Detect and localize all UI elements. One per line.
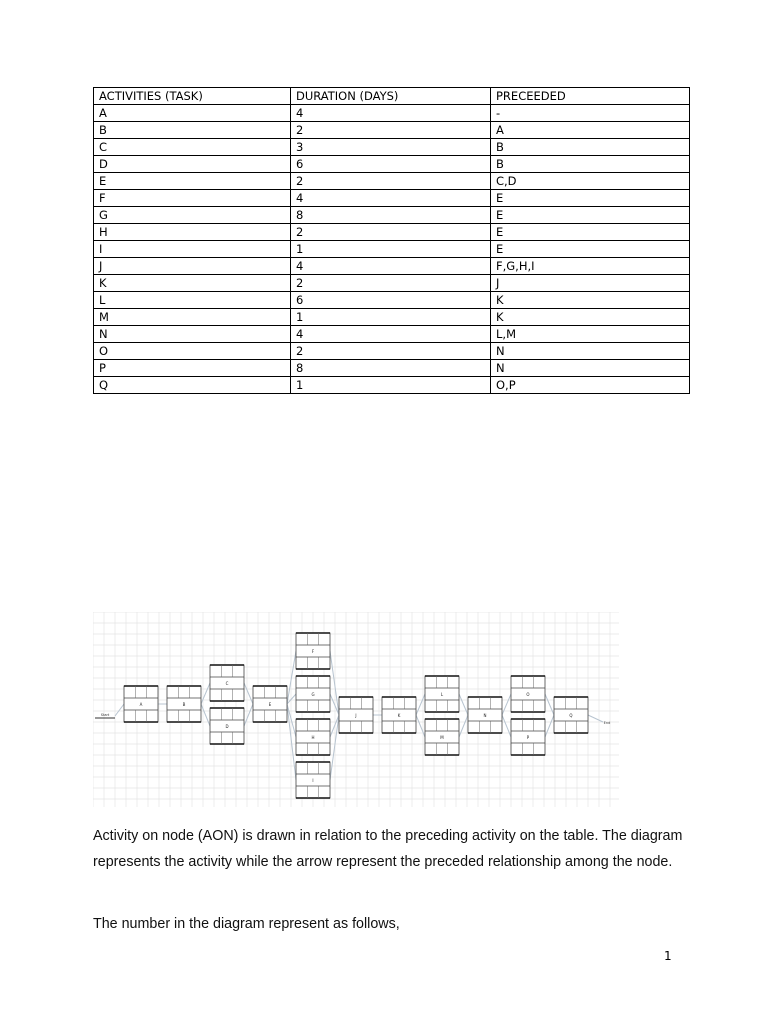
table-row — [94, 326, 690, 343]
node-label: C — [225, 681, 229, 686]
duration-cell: 4 — [291, 326, 491, 343]
table-row — [94, 275, 690, 292]
activity-node-n — [468, 697, 502, 733]
activity-cell: N — [94, 326, 291, 343]
node-label: K — [397, 713, 401, 718]
node-label: N — [483, 713, 487, 718]
node-label: B — [182, 702, 186, 707]
duration-cell: 4 — [291, 190, 491, 207]
activity-cell: Q — [94, 377, 291, 394]
table-row — [94, 207, 690, 224]
node-label: E — [268, 702, 272, 707]
node-label: I — [312, 778, 314, 783]
number-legend-intro: The number in the diagram represent as follows, — [93, 916, 400, 932]
preceded-cell: B — [491, 156, 690, 173]
activity-cell: C — [94, 139, 291, 156]
table-row — [94, 224, 690, 241]
precedence-arrow — [244, 704, 253, 726]
activity-cell: L — [94, 292, 291, 309]
preceded-cell: - — [491, 105, 690, 122]
node-label: A — [139, 702, 143, 707]
header-activities: ACTIVITIES (TASK) — [94, 88, 291, 105]
header-duration: DURATION (DAYS) — [291, 88, 491, 105]
table-body — [94, 105, 690, 394]
activity-cell: A — [94, 105, 291, 122]
activity-node-q — [554, 697, 588, 733]
node-label: H — [311, 735, 315, 740]
table-row — [94, 377, 690, 394]
activity-cell: G — [94, 207, 291, 224]
table-row — [94, 139, 690, 156]
table-row — [94, 156, 690, 173]
activity-cell: O — [94, 343, 291, 360]
node-label: Q — [569, 713, 573, 718]
activity-cell: J — [94, 258, 291, 275]
preceded-cell: A — [491, 122, 690, 139]
activity-cell: K — [94, 275, 291, 292]
table-row — [94, 105, 690, 122]
table-row — [94, 309, 690, 326]
duration-cell: 2 — [291, 343, 491, 360]
duration-cell: 2 — [291, 122, 491, 139]
node-label: G — [311, 692, 315, 697]
activity-node-d — [210, 708, 244, 744]
activity-cell: P — [94, 360, 291, 377]
table-row — [94, 241, 690, 258]
activity-cell: F — [94, 190, 291, 207]
preceded-cell: J — [491, 275, 690, 292]
activity-node-h — [296, 719, 330, 755]
table-row — [94, 122, 690, 139]
table-row — [94, 173, 690, 190]
preceded-cell: F,G,H,I — [491, 258, 690, 275]
node-label: D — [225, 724, 229, 729]
activity-cell: D — [94, 156, 291, 173]
end-label: End — [603, 721, 611, 725]
duration-cell: 3 — [291, 139, 491, 156]
preceded-cell: K — [491, 292, 690, 309]
activity-node-o — [511, 676, 545, 712]
precedence-arrow — [115, 704, 124, 716]
duration-cell: 2 — [291, 275, 491, 292]
aon-network-diagram — [93, 612, 619, 807]
duration-cell: 2 — [291, 224, 491, 241]
activity-table — [93, 87, 690, 394]
activity-node-l — [425, 676, 459, 712]
table-row — [94, 343, 690, 360]
activity-node-b — [167, 686, 201, 722]
duration-cell: 1 — [291, 309, 491, 326]
preceded-cell: E — [491, 224, 690, 241]
activity-cell: H — [94, 224, 291, 241]
node-label: M — [440, 735, 444, 740]
precedence-arrow — [201, 683, 210, 704]
header-preceded: PRECEEDED — [491, 88, 690, 105]
duration-cell: 4 — [291, 258, 491, 275]
preceded-cell: C,D — [491, 173, 690, 190]
table-row — [94, 360, 690, 377]
precedence-arrow — [287, 704, 296, 780]
duration-cell: 8 — [291, 360, 491, 377]
activity-node-f — [296, 633, 330, 669]
activity-node-j — [339, 697, 373, 733]
activity-node-e — [253, 686, 287, 722]
node-label: L — [440, 692, 444, 697]
preceded-cell: N — [491, 343, 690, 360]
activity-cell: I — [94, 241, 291, 258]
preceded-cell: B — [491, 139, 690, 156]
activity-cell: B — [94, 122, 291, 139]
precedence-arrow — [416, 715, 425, 737]
duration-cell: 6 — [291, 156, 491, 173]
preceded-cell: E — [491, 241, 690, 258]
activity-node-c — [210, 665, 244, 701]
activity-cell: E — [94, 173, 291, 190]
precedence-arrow — [545, 694, 554, 715]
table-header-row — [94, 88, 690, 105]
activity-node-p — [511, 719, 545, 755]
duration-cell: 6 — [291, 292, 491, 309]
node-label: F — [311, 649, 315, 654]
page-number: 1 — [664, 949, 672, 963]
start-label: Start — [100, 713, 110, 717]
precedence-arrow — [244, 683, 253, 704]
precedence-arrow — [201, 704, 210, 726]
activity-node-m — [425, 719, 459, 755]
preceded-cell: E — [491, 207, 690, 224]
table-row — [94, 190, 690, 207]
aon-description-paragraph: Activity on node (AON) is drawn in relation to the preceding activity on the table. The diagram represents the activity while the arrow represent the preceded relationship among the node. — [93, 828, 683, 870]
precedence-arrow — [588, 715, 603, 722]
precedence-arrow — [502, 715, 511, 737]
duration-cell: 2 — [291, 173, 491, 190]
table-row — [94, 292, 690, 309]
duration-cell: 8 — [291, 207, 491, 224]
activity-node-g — [296, 676, 330, 712]
activity-cell: M — [94, 309, 291, 326]
preceded-cell: L,M — [491, 326, 690, 343]
precedence-arrow — [416, 694, 425, 715]
table-row — [94, 258, 690, 275]
node-label: P — [526, 735, 530, 740]
preceded-cell: N — [491, 360, 690, 377]
node-label: O — [526, 692, 530, 697]
duration-cell: 1 — [291, 241, 491, 258]
duration-cell: 4 — [291, 105, 491, 122]
activity-node-i — [296, 762, 330, 798]
preceded-cell: O,P — [491, 377, 690, 394]
node-label: J — [355, 713, 357, 718]
activity-node-a — [124, 686, 158, 722]
preceded-cell: E — [491, 190, 690, 207]
precedence-arrow — [287, 704, 296, 737]
activity-node-k — [382, 697, 416, 733]
precedence-arrow — [502, 694, 511, 715]
preceded-cell: K — [491, 309, 690, 326]
precedence-arrow — [545, 715, 554, 737]
duration-cell: 1 — [291, 377, 491, 394]
